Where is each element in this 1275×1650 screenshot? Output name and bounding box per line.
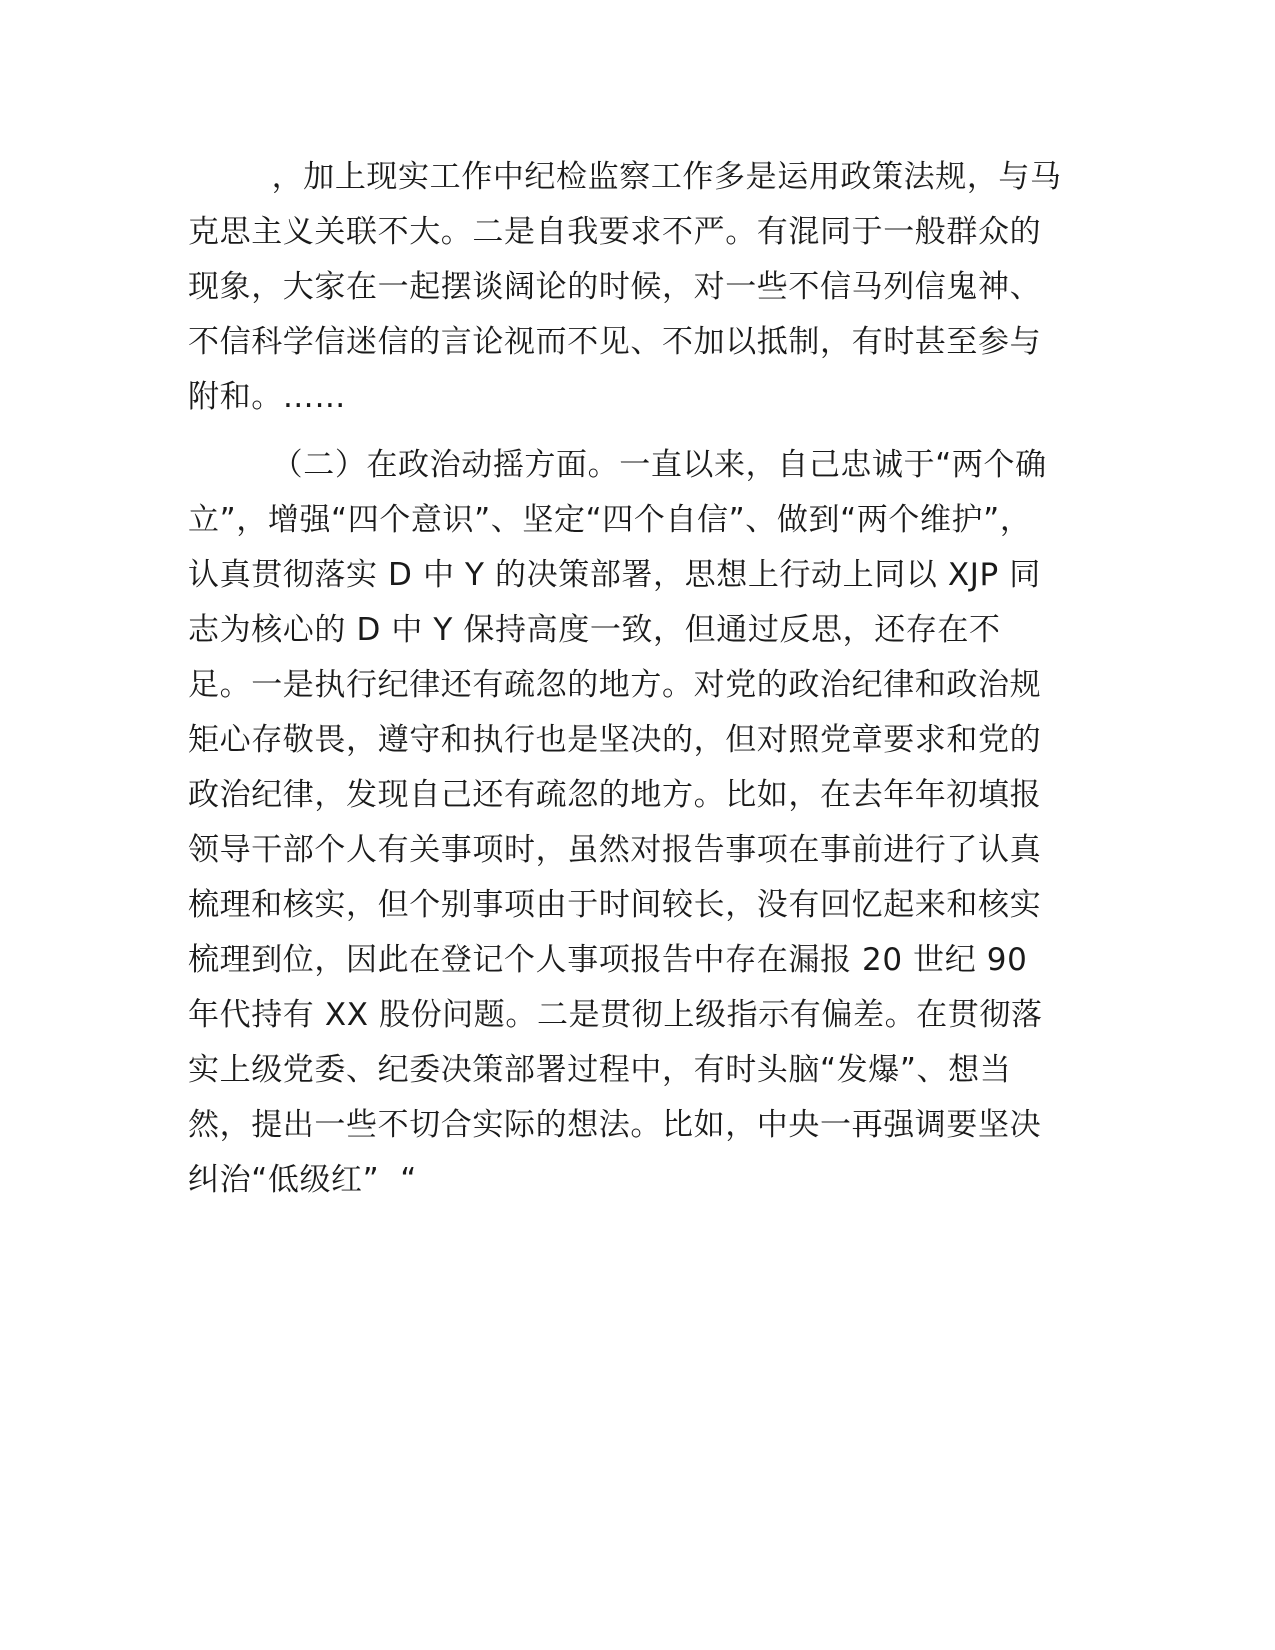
paragraph-line: 现象，大家在一起摆谈阔论的时候，对一些不信马列信鬼神、 — [188, 269, 1042, 305]
paragraph-line: 年代持有 XX 股份问题。二是贯彻上级指示有偏差。在贯彻落 — [188, 997, 1043, 1033]
paragraph-line: 附和。…… — [188, 379, 346, 415]
paragraph-line: 领导干部个人有关事项时，虽然对报告事项在事前进行了认真 — [188, 832, 1042, 868]
paragraph-line: 实上级党委、纪委决策部署过程中，有时头脑“发爆”、想当 — [188, 1052, 1012, 1088]
paragraph-line: 立”，增强“四个意识”、坚定“四个自信”、做到“两个维护”， — [188, 502, 1032, 538]
paragraph-line: 足。一是执行纪律还有疏忽的地方。对党的政治纪律和政治规 — [188, 667, 1042, 703]
paragraph-line: ，加上现实工作中纪检监察工作多是运用政策法规，与马 — [188, 159, 1062, 195]
paragraph-line: 志为核心的 D 中 Y 保持高度一致，但通过反思，还存在不 — [188, 612, 1001, 648]
paragraph-line: 政治纪律，发现自己还有疏忽的地方。比如，在去年年初填报 — [188, 777, 1042, 813]
paragraph-line: 认真贯彻落实 D 中 Y 的决策部署，思想上行动上同以 XJP 同 — [188, 557, 1041, 593]
paragraph-line: 矩心存敬畏，遵守和执行也是坚决的，但对照党章要求和党的 — [188, 722, 1042, 758]
paragraph-line: 梳理和核实，但个别事项由于时间较长，没有回忆起来和核实 — [188, 887, 1042, 923]
paragraph-line: 梳理到位，因此在登记个人事项报告中存在漏报 20 世纪 90 — [188, 942, 1028, 978]
paragraph-line: 纠治“低级红” “ — [188, 1162, 417, 1198]
paragraph-line: （二）在政治动摇方面。一直以来，自己忠诚于“两个确 — [188, 447, 1047, 483]
paragraph-line: 然，提出一些不切合实际的想法。比如，中央一再强调要坚决 — [188, 1107, 1042, 1143]
paragraph-line: 克思主义关联不大。二是自我要求不严。有混同于一般群众的 — [188, 214, 1042, 250]
paragraph-line: 不信科学信迷信的言论视而不见、不加以抵制，有时甚至参与 — [188, 324, 1042, 360]
